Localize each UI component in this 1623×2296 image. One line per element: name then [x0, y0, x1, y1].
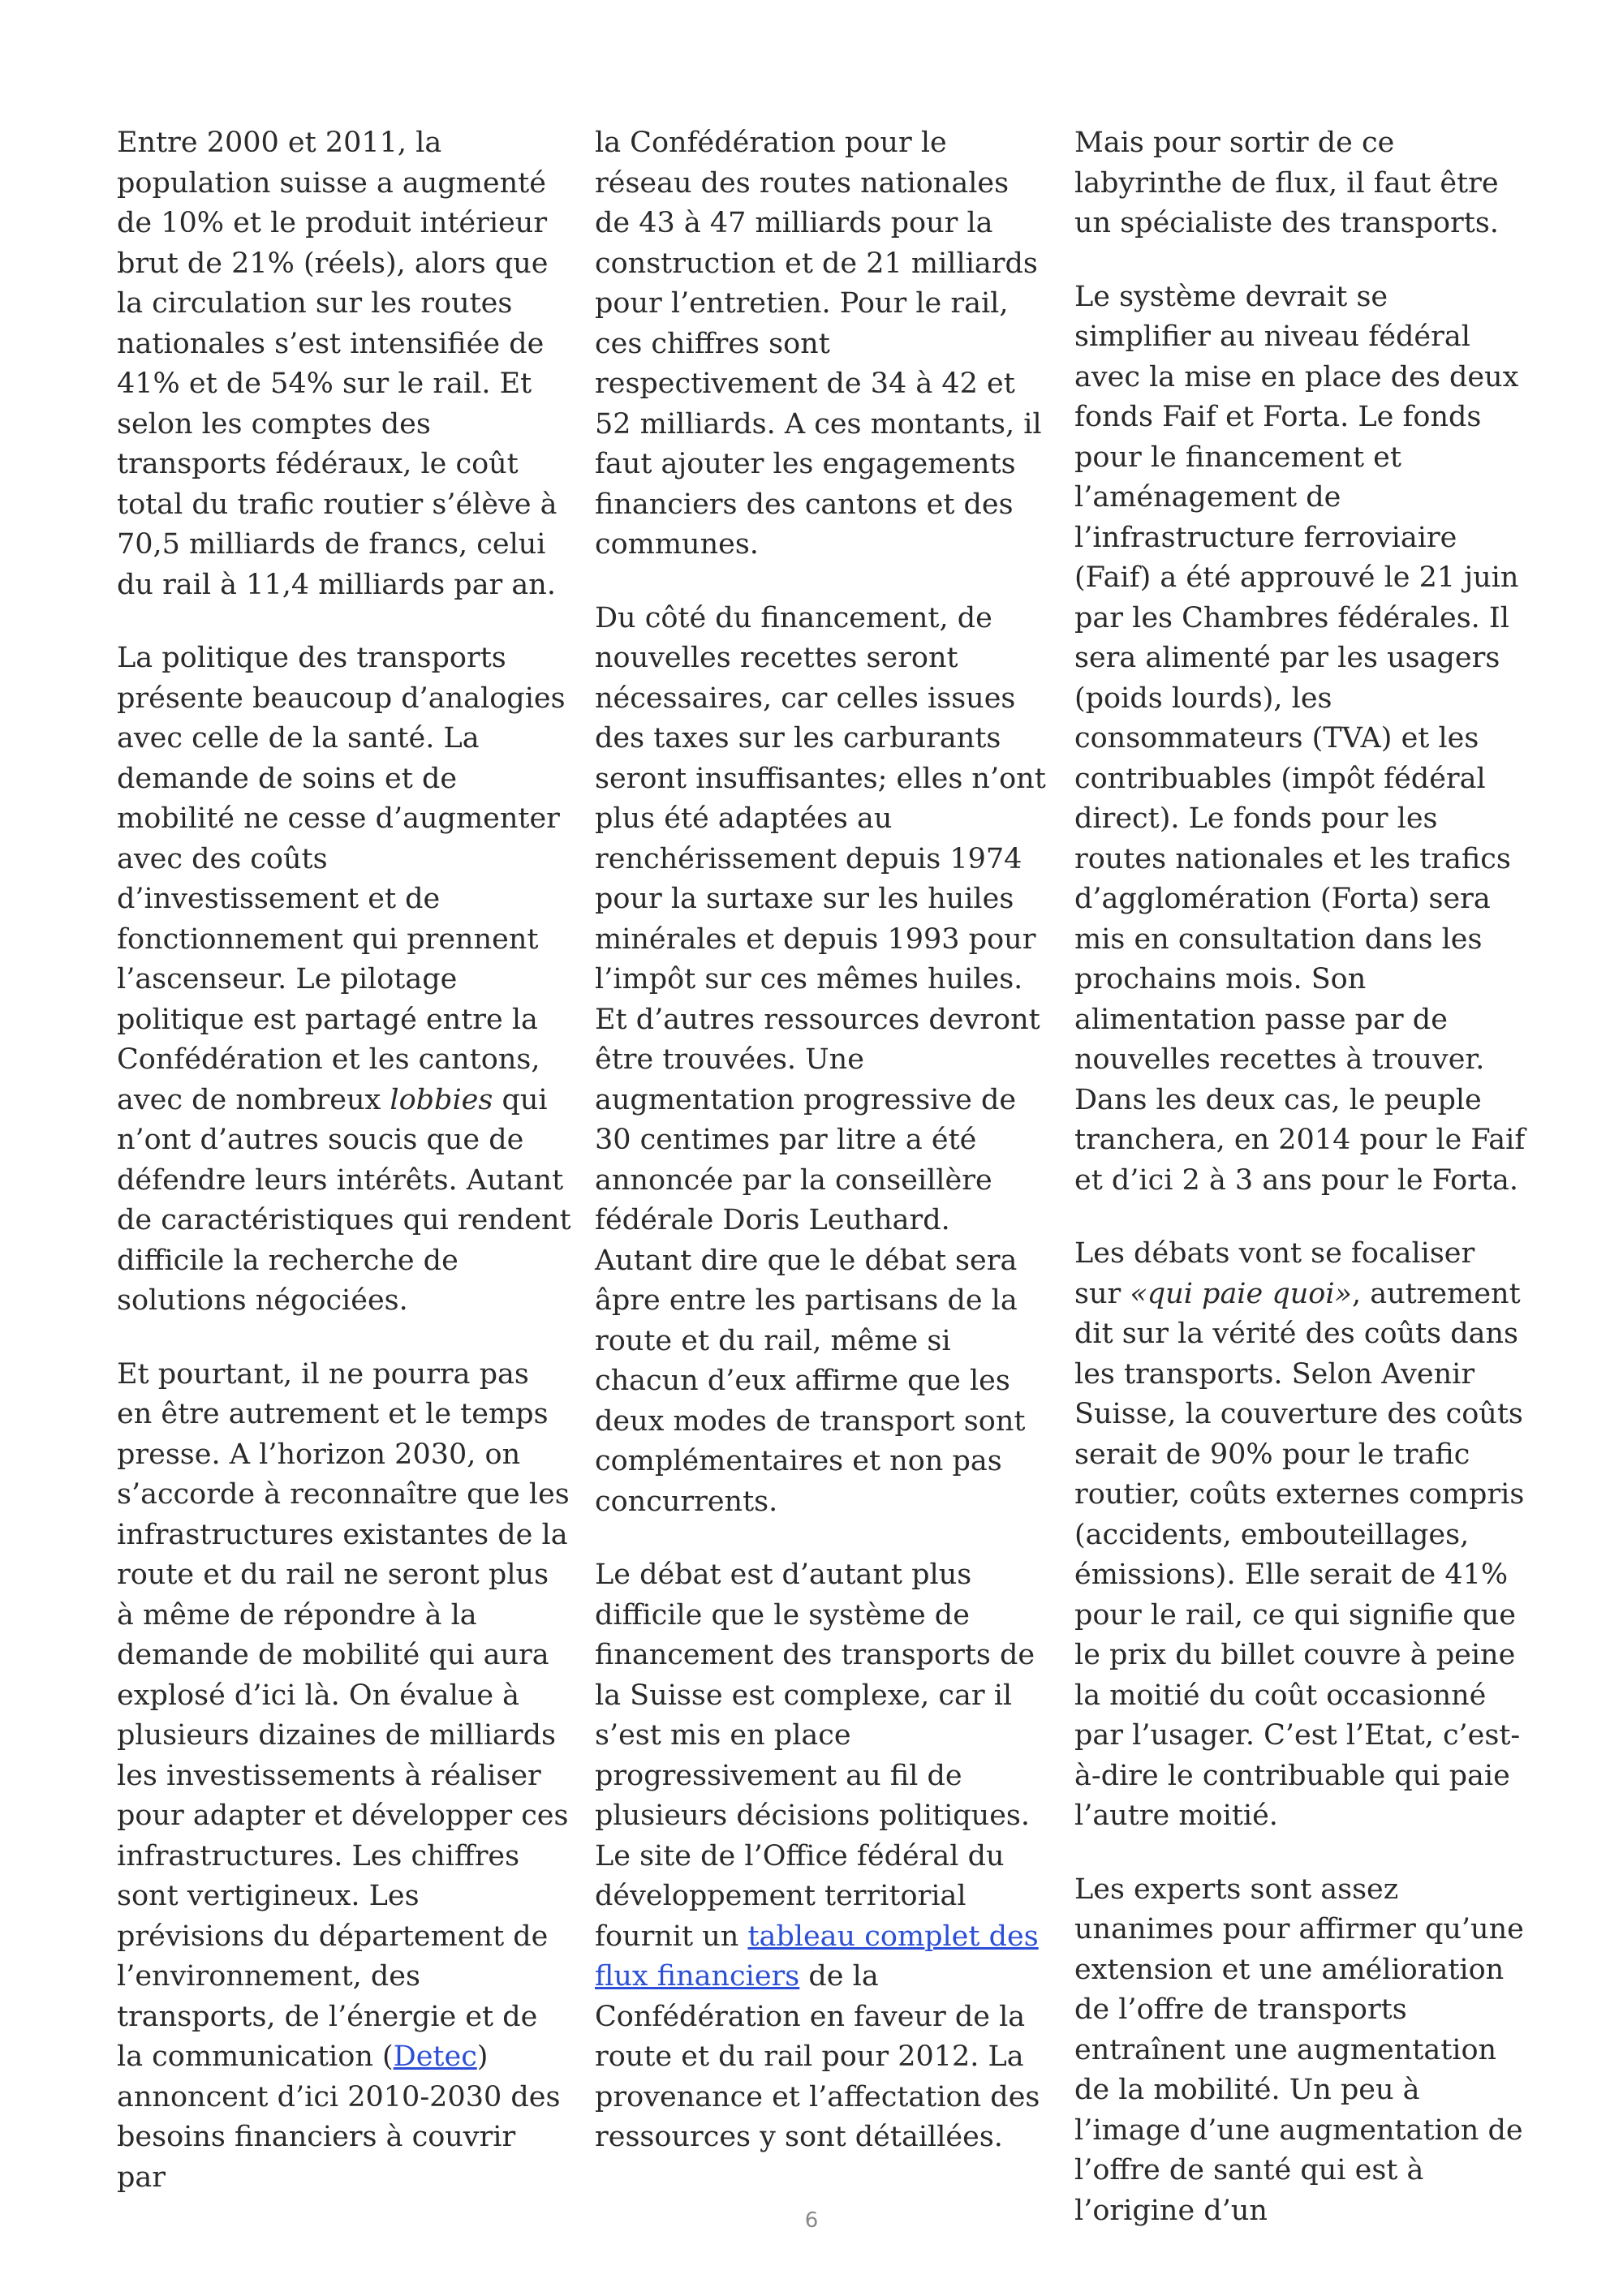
paragraph-text: Et pourtant, il ne pourra pas en être autrement et le temps presse. A l’horizon 2030, on s’accorde à reconnaître que les infrastructures existantes de la route et du rail ne seront plus à même de répondre à la demande de mobilité qui aura explosé d’ici là. On évalue à plusieurs dizaines de milliards les investissements à réaliser pour adapter et développer ces infrastructures. Les chiffres sont vertigineux. Les prévisions du département de l’environnement, des transports, de l’énergie et de la communication (: [117, 1357, 570, 2073]
paragraph: [1074, 1870, 1529, 2232]
paragraph-text: Les experts sont assez unanimes pour affirmer qu’une extension et une amélioration de l’offre de transports entraînent une augmentation de la mobilité. Un peu à l’image d’une augmentation de l’offre de santé qui est à l’origine d’un: [1074, 1872, 1524, 2227]
text-column-middle: [595, 123, 1049, 2191]
paragraph-text: de la Confédération en faveur de la route et du rail pour 2012. La provenance et l’affectation des ressources y sont détaillées.: [595, 1960, 1040, 2153]
paragraph: [117, 1355, 571, 2199]
paragraph: [595, 599, 1049, 1523]
text-column-right: [1074, 123, 1529, 2264]
paragraph: [1074, 1234, 1529, 1837]
financial-flows-link[interactable]: tableau complet des flux financiers: [595, 1920, 1039, 1993]
paragraph-text: Entre 2000 et 2011, la population suisse a augmenté de 10% et le produit intérieur brut de 21% (réels), alors que la circulation sur les routes nationales s’est intensifiée de 41% et de 54% sur le rail. Et selon les comptes des transports fédéraux, le coût total du trafic routier s’élève à 70,5 milliards de francs, celui du rail à 11,4 milliards par an.: [117, 127, 558, 601]
paragraph: [1074, 123, 1529, 244]
paragraph: [1074, 277, 1529, 1202]
detec-link[interactable]: Detec: [393, 2040, 477, 2073]
paragraph-text: la Confédération pour le réseau des routes nationales de 43 à 47 milliards pour la construction et de 21 milliards pour l’entretien. Pour le rail, ces chiffres sont respectivement de 34 à 42 et 52 milliards. A ces montants, il faut ajouter les engagements financiers des cantons et des communes.: [595, 127, 1042, 561]
paragraph: [117, 123, 571, 605]
paragraph: [595, 1555, 1049, 2158]
italic-term: lobbies: [390, 1083, 493, 1116]
italic-quote: «qui paie quoi»: [1130, 1277, 1352, 1310]
text-column-left: [117, 123, 571, 2231]
paragraph-text: qui n’ont d’autres soucis que de défendre leurs intérêts. Autant de caractéristiques qui rendent difficile la recherche de solutions négociées.: [117, 1083, 571, 1317]
paragraph-text: , autrement dit sur la vérité des coûts dans les transports. Selon Avenir Suisse, la couverture des coûts serait de 90% pour le trafic routier, coûts externes compris (accidents, embouteillages, émissions). Elle serait de 41% pour le rail, ce qui signifie que le prix du billet couvre à peine la moitié du coût occasionné par l’usager. C’est l’Etat, c’est-à-dire le contribuable qui paie l’autre moitié.: [1074, 1277, 1525, 1832]
paragraph-text: La politique des transports présente beaucoup d’analogies avec celle de la santé. La demande de soins et de mobilité ne cesse d’augmenter avec des coûts d’investissement et de fonctionnement qui prennent l’ascenseur. Le pilotage politique est partagé entre la Confédération et les cantons, avec de nombreux: [117, 642, 566, 1116]
page-number: 6: [804, 2208, 819, 2233]
paragraph-text: Mais pour sortir de ce labyrinthe de flux, il faut être un spécialiste des transports.: [1074, 127, 1499, 239]
paragraph-text: Le système devrait se simplifier au niveau fédéral avec la mise en place des deux fonds Faif et Forta. Le fonds pour le financement et l’aménagement de l’infrastructure ferroviaire (Faif) a été approuvé le 21 juin par les Chambres fédérales. Il sera alimenté par les usagers (poids lourds), les consommateurs (TVA) et les contribuables (impôt fédéral direct). Le fonds pour les routes nationales et les trafics d’agglomération (Forta) sera mis en consultation dans les prochains mois. Son alimentation passe par de nouvelles recettes à trouver. Dans les deux cas, le peuple tranchera, en 2014 pour le Faif et d’ici 2 à 3 ans pour le Forta.: [1074, 280, 1526, 1197]
paragraph: [117, 638, 571, 1322]
paragraph-text: ) annoncent d’ici 2010-2030 des besoins financiers à couvrir par: [117, 2040, 561, 2194]
paragraph: [595, 123, 1049, 565]
paragraph-text: Les débats vont se focaliser sur: [1074, 1237, 1475, 1310]
paragraph-text: Du côté du financement, de nouvelles recettes seront nécessaires, car celles issues des taxes sur les carburants seront insuffisantes; elles n’ont plus été adaptées au renchérissement depuis 1974 pour la surtaxe sur les huiles minérales et depuis 1993 pour l’impôt sur ces mêmes huiles. Et d’autres ressources devront être trouvées. Une augmentation progressive de 30 centimes par litre a été annoncée par la conseillère fédérale Doris Leuthard. Autant dire que le débat sera âpre entre les partisans de la route et du rail, même si chacun d’eux affirme que les deux modes de transport sont complémentaires et non pas concurrents.: [595, 601, 1046, 1518]
paragraph-text: Le débat est d’autant plus difficile que le système de financement des transports de la Suisse est complexe, car il s’est mis en place progressivement au fil de plusieurs décisions politiques. Le site de l’Office fédéral du développement territorial fournit un: [595, 1559, 1035, 1953]
